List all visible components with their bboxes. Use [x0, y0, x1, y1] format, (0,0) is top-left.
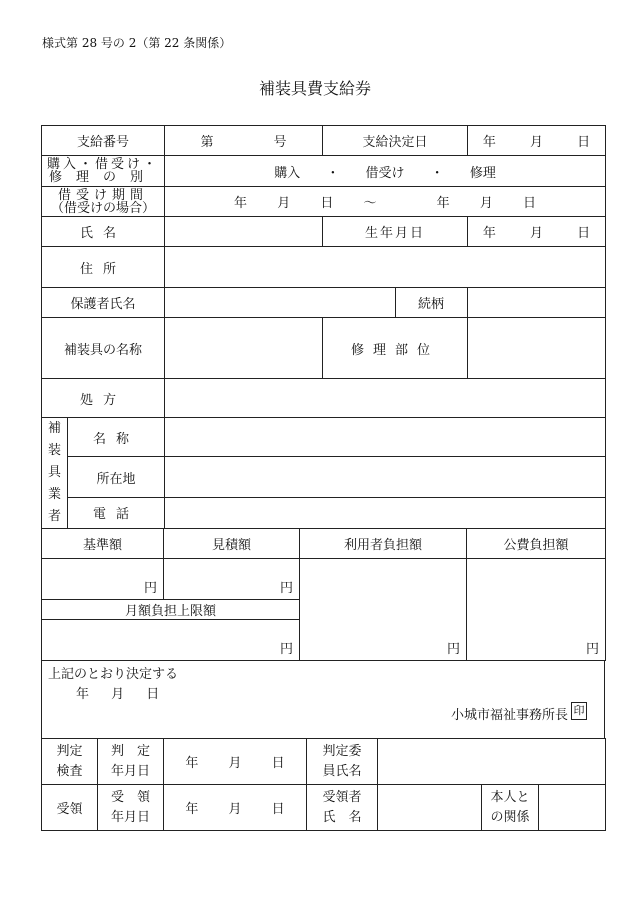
day-label: 日 [320, 196, 334, 211]
purchase-type-label-line1: 購入・借受け・ [47, 157, 160, 172]
page-title: 補装具費支給券 [258, 79, 371, 98]
decision-date-field[interactable] [468, 126, 606, 156]
decision-date[interactable]: 年 月 日 [76, 687, 160, 702]
month-label: 月 [228, 756, 242, 771]
device-name-label: 補装具の名称 [42, 318, 165, 379]
address-field[interactable] [165, 247, 606, 288]
decision-statement: 上記のとおり決定する [48, 667, 179, 682]
vendor-phone-field[interactable] [165, 497, 606, 528]
receipt-date-line1: 受 領 [110, 789, 150, 805]
standard-amount-field[interactable] [42, 559, 164, 600]
estimate-amount-field[interactable] [164, 559, 300, 600]
estimate-amount-label: 見積額 [164, 529, 300, 559]
receipt-date-label [98, 785, 164, 831]
row-vendor-location [42, 457, 606, 497]
judge-name-line1: 判定委 [322, 743, 362, 759]
monthly-cap-field[interactable] [42, 620, 300, 661]
judgment-exam-line2: 検査 [56, 763, 83, 779]
day-label: 日 [522, 196, 536, 211]
year-label: 年 [185, 802, 199, 817]
year-label: 年 [436, 196, 450, 211]
relation-field[interactable] [539, 785, 606, 831]
vendor-name-field[interactable] [165, 418, 606, 457]
judgment-date-label [98, 739, 164, 785]
yen-label: 円 [279, 642, 293, 657]
loan-period-label-line1: 借受け期間 [58, 187, 149, 203]
purchase-type-label [42, 156, 165, 187]
judge-name-line2: 員氏名 [322, 763, 362, 779]
vendor-location-field[interactable] [165, 457, 606, 497]
vendor-char: 補 [47, 421, 61, 436]
vendor-name-label: 名称 [68, 418, 165, 457]
row-purchase-type [42, 156, 606, 187]
row-vendor-phone [42, 497, 606, 528]
payment-number-field[interactable] [165, 126, 323, 156]
judgment-exam-label [42, 739, 98, 785]
month-label: 月 [530, 226, 544, 241]
receipt-date-line2: 年月日 [110, 809, 150, 825]
receipt-label: 受領 [42, 785, 98, 831]
judgment-exam-line1: 判定 [56, 743, 83, 759]
vendor-phone-label: 電話 [68, 497, 165, 528]
dai-label: 第 [200, 135, 214, 150]
judgment-row [42, 739, 606, 785]
year-label: 年 [482, 226, 496, 241]
receiver-name-label [307, 785, 378, 831]
prescription-label: 処方 [42, 379, 165, 418]
address-label: 住所 [42, 247, 165, 288]
row-loan-period [42, 187, 606, 217]
relation-line2: の関係 [490, 809, 530, 825]
relationship-label-text: 続柄 [418, 297, 445, 312]
separator: ・ [326, 165, 340, 181]
yen-label: 円 [279, 581, 293, 596]
loan-period-label-line2: （借受けの場合） [51, 200, 156, 216]
option-loan[interactable]: 借受け [365, 165, 405, 181]
month-label: 月 [277, 196, 291, 211]
relationship-field[interactable] [468, 288, 606, 318]
day-label: 日 [271, 802, 285, 817]
issuer-name: 小城市福祉事務所長 [450, 708, 568, 723]
purchase-type-label-line2: 修理の別 [49, 170, 158, 185]
public-burden-label: 公費負担額 [467, 529, 606, 559]
decision-block [41, 660, 605, 738]
user-burden-field[interactable] [300, 559, 467, 661]
repair-part-label: 修理部位 [323, 318, 468, 379]
amounts-header-row [42, 529, 606, 559]
row-prescription [42, 379, 606, 418]
receipt-row [42, 785, 606, 831]
seal-mark: 印 [571, 702, 587, 720]
birth-date-label: 生年月日 [323, 217, 468, 247]
repair-part-field[interactable] [468, 318, 606, 379]
payment-number-label: 支給番号 [42, 126, 165, 156]
receipt-date-field[interactable] [164, 785, 307, 831]
year-label: 年 [185, 756, 199, 771]
row-device [42, 318, 606, 379]
month-label: 月 [479, 196, 493, 211]
option-purchase[interactable]: 購入 [274, 165, 301, 181]
month-label: 月 [530, 135, 544, 150]
guardian-name-field[interactable] [165, 288, 396, 318]
vendor-char: 者 [47, 509, 61, 524]
judge-name-label [307, 739, 378, 785]
tilde: ～ [363, 196, 377, 211]
day-label: 日 [577, 226, 591, 241]
option-repair[interactable]: 修理 [469, 165, 496, 181]
vendor-char: 業 [47, 487, 61, 502]
year-label: 年 [234, 196, 248, 211]
device-name-field[interactable] [165, 318, 323, 379]
monthly-cap-label: 月額負担上限額 [42, 600, 300, 620]
receiver-name-field[interactable] [378, 785, 482, 831]
birth-date-field[interactable] [468, 217, 606, 247]
amounts-value-row [42, 559, 606, 600]
yen-label: 円 [143, 581, 157, 596]
judgment-receipt-table [41, 738, 606, 831]
row-payment-number [42, 126, 606, 156]
row-vendor-name [42, 418, 606, 457]
decision-date-label: 支給決定日 [323, 126, 468, 156]
purchase-type-options[interactable] [165, 156, 606, 187]
month-label: 月 [228, 802, 242, 817]
main-form-table [41, 125, 606, 529]
public-burden-field[interactable] [467, 559, 606, 661]
relation-line1: 本人と [490, 789, 530, 805]
receiver-name-line1: 受領者 [322, 789, 362, 805]
form-reference: 様式第 28 号の 2（第 22 条関係） [42, 36, 232, 50]
standard-amount-label: 基準額 [42, 529, 164, 559]
amounts-table [41, 528, 606, 661]
yen-label: 円 [446, 642, 460, 657]
receiver-name-line2: 氏 名 [322, 809, 362, 825]
row-name [42, 217, 606, 247]
judgment-date-line1: 判 定 [110, 743, 150, 759]
judgment-date-line2: 年月日 [110, 763, 150, 779]
user-burden-label: 利用者負担額 [300, 529, 467, 559]
row-address [42, 247, 606, 288]
vendor-char: 具 [47, 465, 61, 480]
day-label: 日 [271, 756, 285, 771]
judgment-date-field[interactable] [164, 739, 307, 785]
guardian-label: 保護者氏名 [42, 288, 165, 318]
judge-name-field[interactable] [378, 739, 606, 785]
name-field[interactable] [165, 217, 323, 247]
relationship-label [396, 288, 468, 318]
gou-label: 号 [273, 135, 287, 150]
row-guardian [42, 288, 606, 318]
loan-period-field[interactable] [165, 187, 606, 217]
vendor-location-label: 所在地 [68, 457, 165, 497]
yen-label: 円 [585, 642, 599, 657]
name-label: 氏名 [42, 217, 165, 247]
relation-label [482, 785, 539, 831]
vendor-char: 装 [47, 443, 61, 458]
separator: ・ [430, 165, 444, 181]
loan-period-label [42, 187, 165, 217]
year-label: 年 [482, 135, 496, 150]
vendor-group-label [42, 418, 68, 529]
day-label: 日 [577, 135, 591, 150]
prescription-field[interactable] [165, 379, 606, 418]
